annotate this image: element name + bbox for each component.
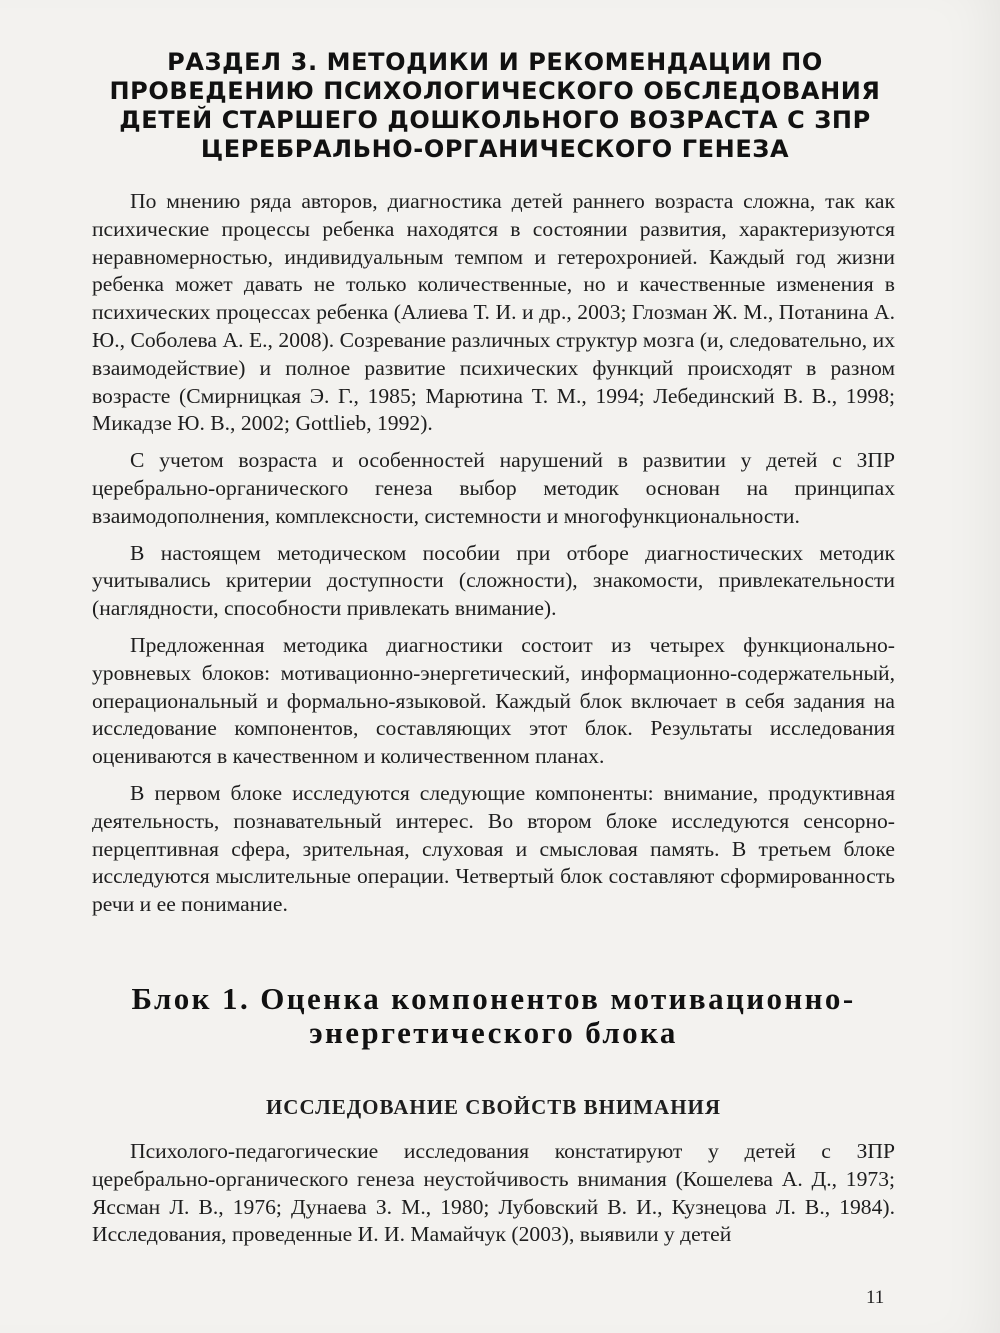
section-title: РАЗДЕЛ 3. МЕТОДИКИ И РЕКОМЕНДАЦИИ ПО ПРОВЕДЕНИЮ ПСИХОЛОГИЧЕСКОГО ОБСЛЕДОВАНИЯ ДЕТЕЙ СТАРШЕГО ДОШКОЛЬНОГО ВОЗРАСТА С ЗПР ЦЕРЕБРАЛЬНО-ОРГАНИЧЕСКОГО ГЕНЕЗА [109, 48, 881, 163]
paragraph: Предложенная методика диагностики состоит из четырех функционально-уровневых блоков: мотивационно-энергетический, информационно-содержательный, операциональный и формально-языковой. Каждый блок включает в себя задания на исследование компонентов, составляющих этот блок. Результаты исследования оцениваются в качественном и количественном планах. [92, 632, 895, 769]
page-number: 11 [866, 1287, 885, 1308]
paragraph: В настоящем методическом пособии при отборе диагностических методик учитывались критерии доступности (сложности), знакомости, привлекательности (наглядности, способности привлекать внимание). [92, 540, 895, 621]
paragraph: Психолого-педагогические исследования констатируют у детей с ЗПР церебрально-органического генеза неустойчивость внимания (Кошелева А. Д., 1973; Яссман Л. В., 1976; Дунаева З. М., 1980; Лубовский В. И., Кузнецова Л. В., 1984). Исследования, проведенные И. И. Мамайчук (2003), выявили у детей [92, 1139, 895, 1247]
subsection-title: ИССЛЕДОВАНИЕ СВОЙСТВ ВНИМАНИЯ [265, 1095, 722, 1119]
body-text [92, 188, 895, 928]
block-title: Блок 1. Оценка компонентов мотивационно-энергетического блока [131, 981, 856, 1050]
paragraph: С учетом возраста и особенностей нарушений в развитии у детей с ЗПР церебрально-органического генеза выбор методик основан на принципах взаимодополнения, комплексности, системности и многофункциональности. [92, 448, 895, 528]
paragraph: По мнению ряда авторов, диагностика детей раннего возраста сложна, так как психические процессы ребенка находятся в состоянии развития, характеризуются неравномерностью, индивидуальным темпом и гетерохронией. Каждый год жизни ребенка может давать не только количественные, но и качественные изменения в психических процессах ребенка (Алиева Т. И. и др., 2003; Глозман Ж. М., Потанина А. Ю., Соболева А. Е., 2008). Созревание различных структур мозга (и, следовательно, их взаимодействие) и полное развитие психических функций происходят в разном возрасте (Смирницкая Э. Г., 1985; Марютина Т. М., 1994; Лебединский В. В., 1998; Микадзе Ю. В., 2002; Gottlieb, 1992). [92, 189, 895, 436]
body-text-continued [92, 1138, 895, 1258]
paragraph: В первом блоке исследуются следующие компоненты: внимание, продуктивная деятельность, познавательный интерес. Во втором блоке исследуются сенсорно-перцептивная сфера, зрительная, слуховая и смысловая память. В третьем блоке исследуются мыслительные операции. Четвертый блок составляют сформированность речи и ее понимание. [92, 780, 895, 917]
